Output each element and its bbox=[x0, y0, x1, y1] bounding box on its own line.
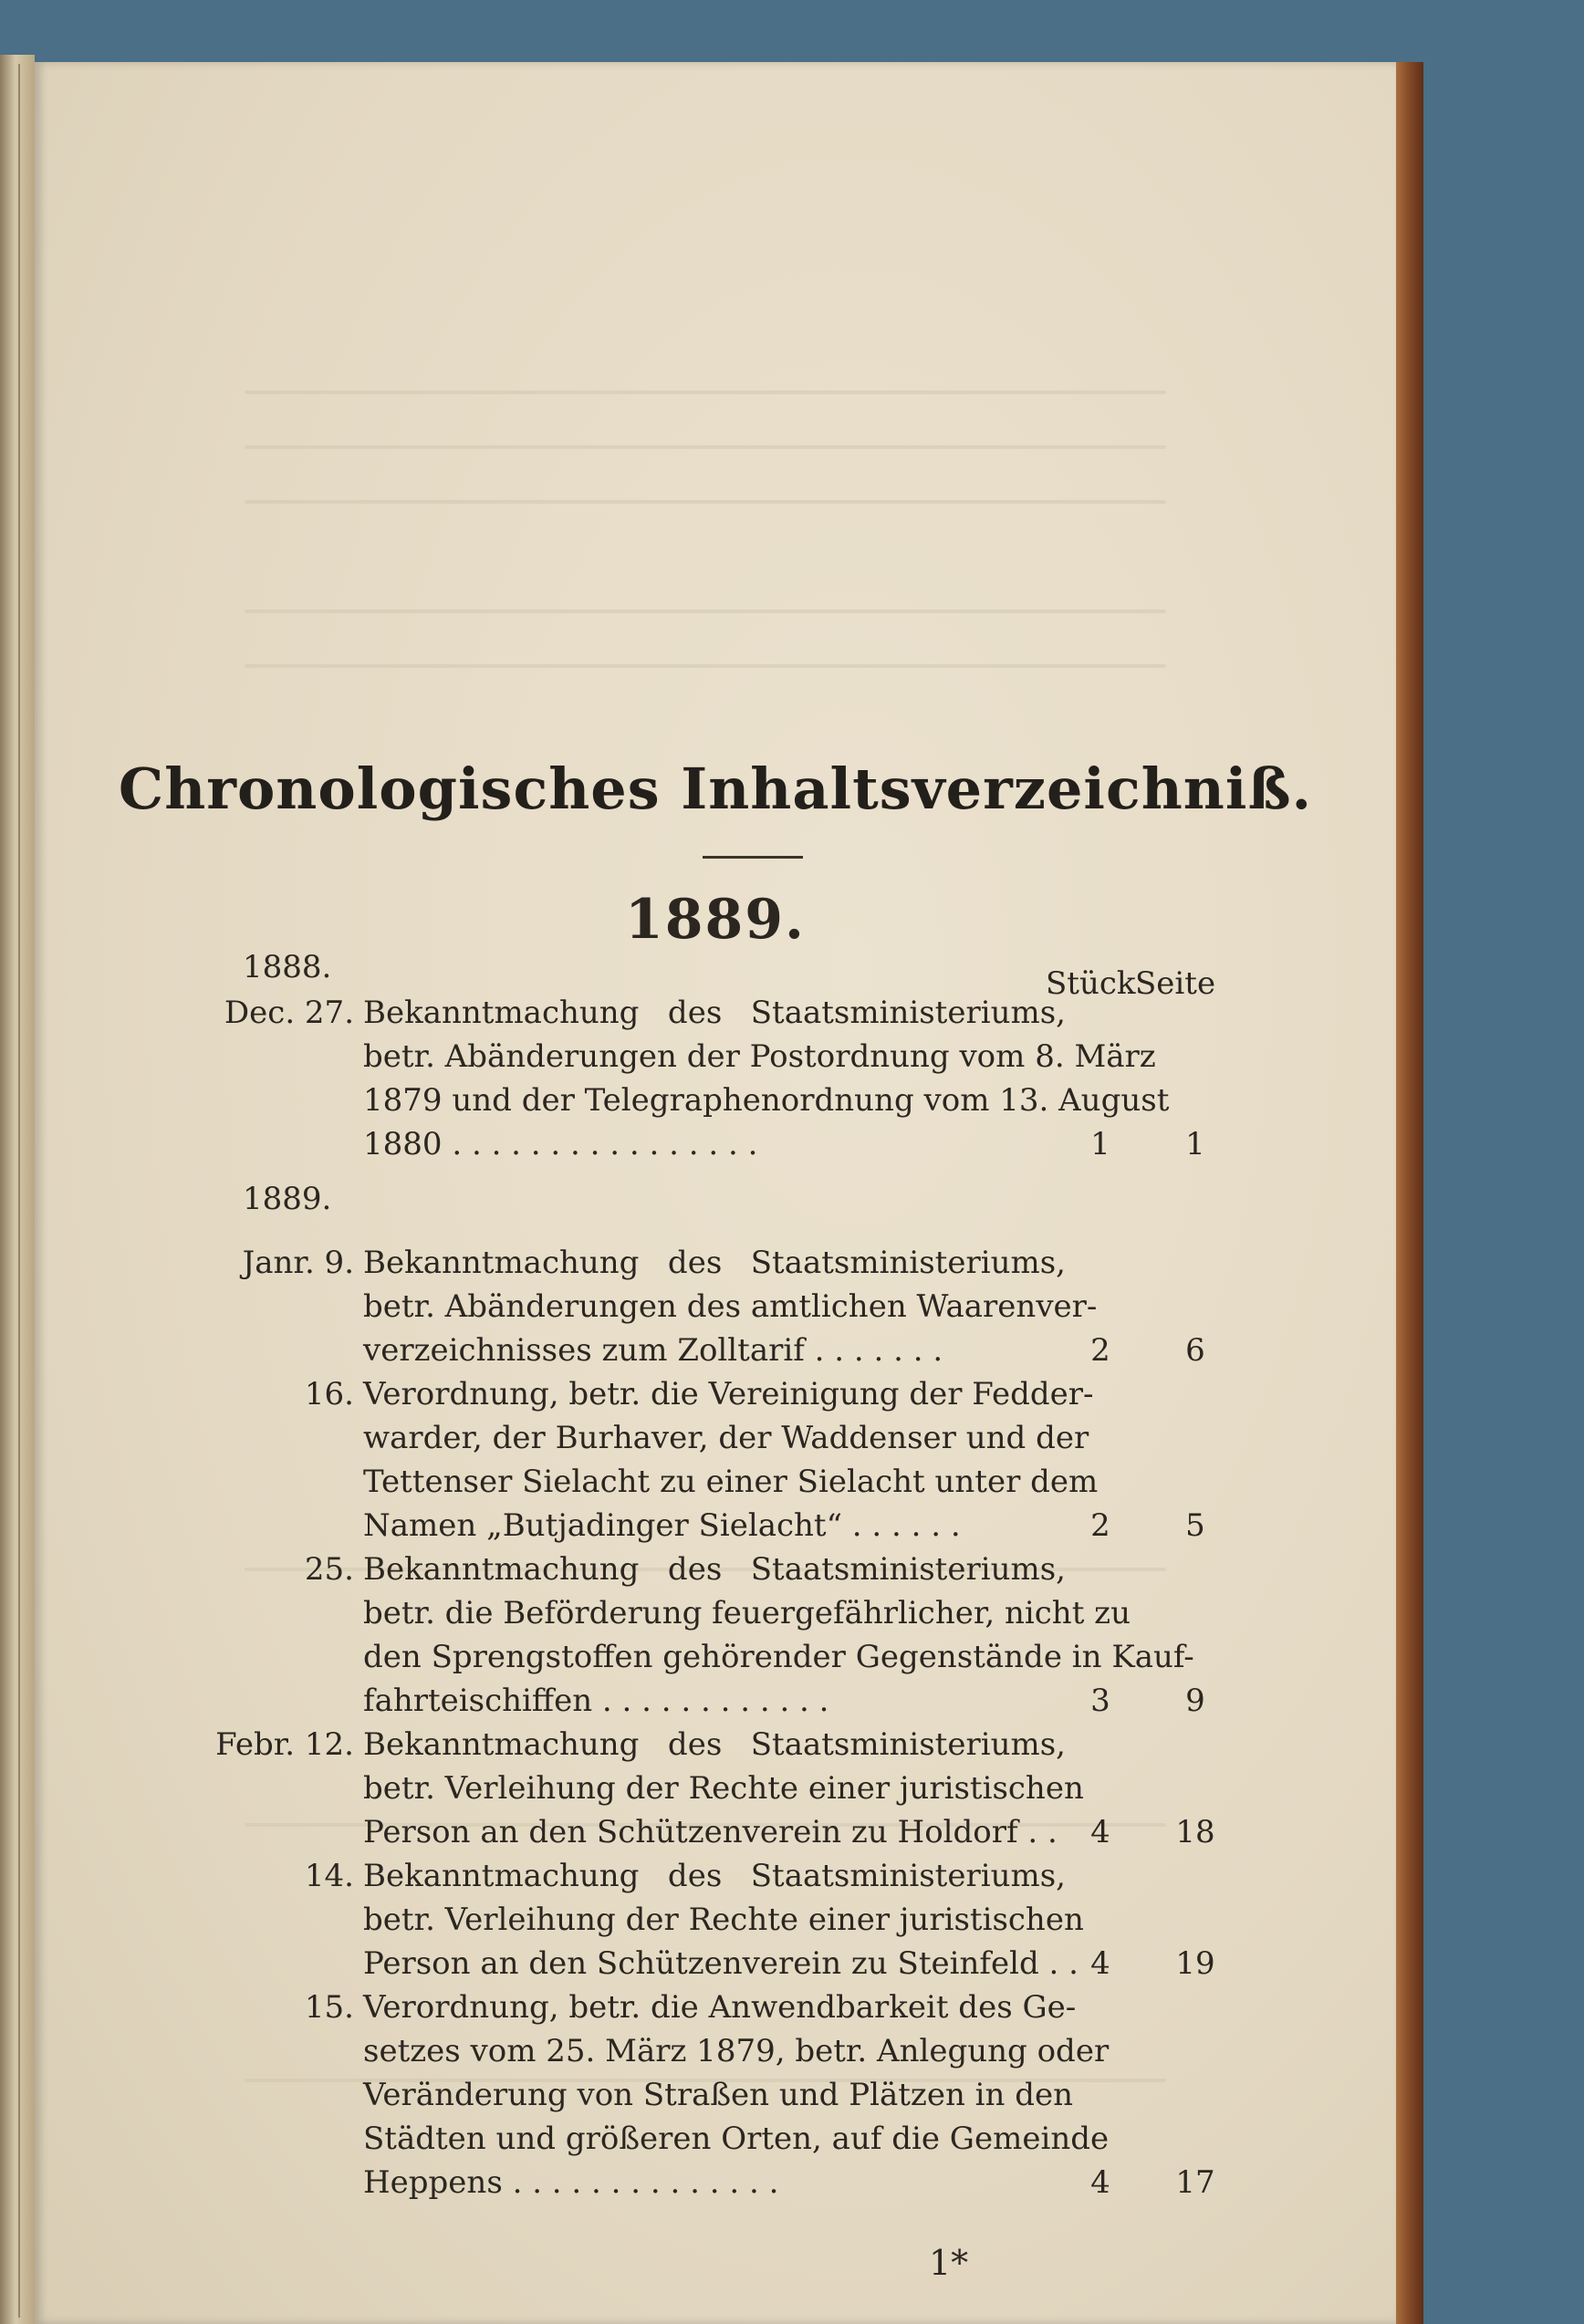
spine-crease bbox=[18, 64, 20, 2318]
entry-seite: 1 bbox=[1185, 1126, 1205, 1162]
entry-line: betr. Verleihung der Rechte einer juristischen bbox=[363, 1770, 1084, 1807]
column-header-seite: Seite bbox=[1135, 965, 1216, 1002]
entry-line: warder, der Burhaver, der Waddenser und der bbox=[363, 1420, 1089, 1456]
entry-date: 25. bbox=[304, 1551, 354, 1588]
entry-text bbox=[363, 1854, 1084, 1985]
entry-date: Febr. 12. bbox=[215, 1726, 354, 1763]
entry-line: verzeichnisses zum Zolltarif . . . . . . . bbox=[363, 1332, 943, 1369]
entry-line: Bekanntmachung des Staatsministeriums, bbox=[363, 1245, 1066, 1281]
entry-seite: 18 bbox=[1175, 1814, 1215, 1850]
year-heading: 1889. bbox=[625, 888, 806, 952]
entry-text bbox=[363, 1372, 1099, 1548]
entry-stueck: 1 bbox=[1090, 1126, 1110, 1162]
entry-line: betr. die Beförderung feuergefährlicher, nicht zu bbox=[363, 1595, 1131, 1631]
entry-text bbox=[363, 1985, 1110, 2204]
entry-date: 16. bbox=[304, 1376, 354, 1412]
year-marker-1889: 1889. bbox=[243, 1181, 332, 1217]
entry-date: 14. bbox=[304, 1858, 354, 1894]
entry-text bbox=[363, 991, 1170, 1166]
entry-line: betr. Abänderungen des amtlichen Waarenver- bbox=[363, 1288, 1098, 1325]
entry-line: fahrteischiffen . . . . . . . . . . . . bbox=[363, 1683, 829, 1719]
entry-stueck: 2 bbox=[1090, 1332, 1110, 1369]
bleed-through-line bbox=[245, 445, 1166, 449]
book-spine bbox=[0, 55, 35, 2324]
entry-line: Tettenser Sielacht zu einer Sielacht unter dem bbox=[363, 1464, 1099, 1500]
entry-line: Bekanntmachung des Staatsministeriums, bbox=[363, 1726, 1066, 1763]
entry-stueck: 4 bbox=[1090, 2164, 1110, 2201]
entry-stueck: 2 bbox=[1090, 1507, 1110, 1544]
entry-line: setzes vom 25. März 1879, betr. Anlegung oder bbox=[363, 2033, 1110, 2069]
entry-line: Verordnung, betr. die Vereinigung der Fedder- bbox=[363, 1376, 1094, 1412]
bleed-through-line bbox=[245, 500, 1166, 504]
entry-line: Verordnung, betr. die Anwendbarkeit des Ge- bbox=[363, 1989, 1077, 2026]
title-divider bbox=[703, 856, 803, 859]
page-block-edge bbox=[1396, 62, 1423, 2324]
year-marker-1888: 1888. bbox=[243, 949, 332, 985]
entry-text bbox=[363, 1241, 1098, 1372]
entry-line: Bekanntmachung des Staatsministeriums, bbox=[363, 1551, 1066, 1588]
entry-line: Person an den Schützenverein zu Steinfeld . . bbox=[363, 1945, 1079, 1982]
entry-line: 1880 . . . . . . . . . . . . . . . . bbox=[363, 1126, 758, 1162]
page-title: Chronologisches Inhaltsverzeichniß. bbox=[118, 756, 1313, 822]
entry-date: Dec. 27. bbox=[224, 995, 354, 1031]
entry-text bbox=[363, 1723, 1084, 1854]
entry-stueck: 4 bbox=[1090, 1945, 1110, 1982]
book-page bbox=[35, 62, 1396, 2324]
entry-line: Namen „Butjadinger Sielacht“ . . . . . . bbox=[363, 1507, 961, 1544]
entry-line: Bekanntmachung des Staatsministeriums, bbox=[363, 995, 1066, 1031]
entry-stueck: 3 bbox=[1090, 1683, 1110, 1719]
entry-line: 1879 und der Telegraphenordnung vom 13. August bbox=[363, 1082, 1170, 1119]
signature-mark: 1* bbox=[929, 2243, 969, 2283]
entry-seite: 9 bbox=[1185, 1683, 1205, 1719]
entry-seite: 6 bbox=[1185, 1332, 1205, 1369]
entry-line: Bekanntmachung des Staatsministeriums, bbox=[363, 1858, 1066, 1894]
column-header-stueck: Stück bbox=[1046, 965, 1136, 1002]
entry-seite: 5 bbox=[1185, 1507, 1205, 1544]
entry-date: Janr. 9. bbox=[242, 1245, 354, 1281]
entry-line: Städten und größeren Orten, auf die Gemeinde bbox=[363, 2121, 1110, 2157]
entry-text bbox=[363, 1548, 1194, 1723]
entry-line: betr. Abänderungen der Postordnung vom 8. März bbox=[363, 1038, 1156, 1075]
bleed-through-line bbox=[245, 610, 1166, 613]
bleed-through-line bbox=[245, 391, 1166, 394]
entry-stueck: 4 bbox=[1090, 1814, 1110, 1850]
entry-line: Veränderung von Straßen und Plätzen in den bbox=[363, 2077, 1074, 2113]
entry-line: Person an den Schützenverein zu Holdorf . . bbox=[363, 1814, 1058, 1850]
entry-line: den Sprengstoffen gehörender Gegenstände in Kauf- bbox=[363, 1639, 1194, 1675]
entry-line: Heppens . . . . . . . . . . . . . . bbox=[363, 2164, 779, 2201]
entry-line: betr. Verleihung der Rechte einer juristischen bbox=[363, 1902, 1084, 1938]
entry-date: 15. bbox=[304, 1989, 354, 2026]
entry-seite: 17 bbox=[1175, 2164, 1215, 2201]
bleed-through-line bbox=[245, 664, 1166, 668]
entry-seite: 19 bbox=[1175, 1945, 1215, 1982]
